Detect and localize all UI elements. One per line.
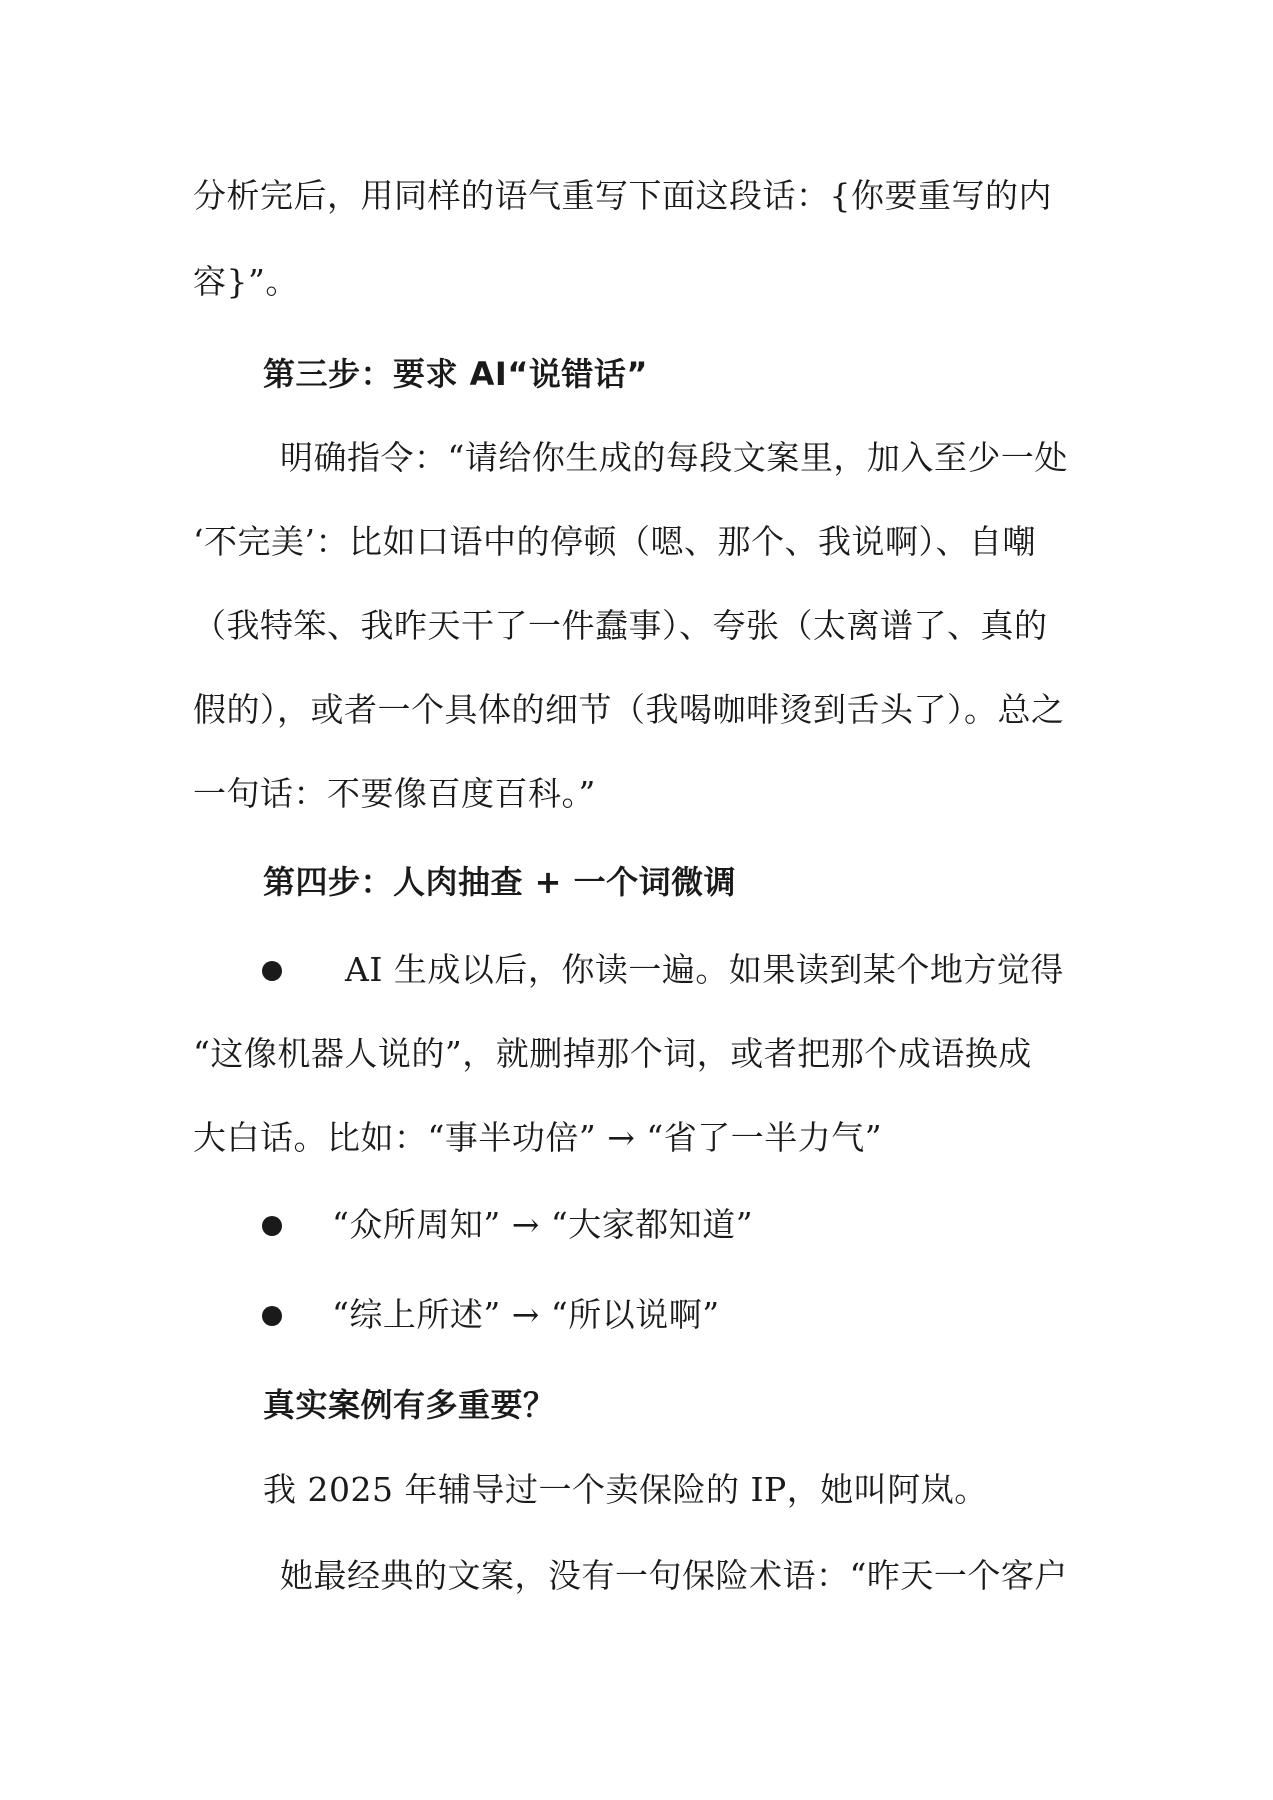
paragraph-line: 容}”。 xyxy=(193,262,299,301)
list-item-line: “这像机器人说的”，就删掉那个词，或者把那个成语换成 xyxy=(193,1034,1032,1073)
section-heading-step3: 第三步：要求 AI“说错话” xyxy=(263,355,648,393)
list-item-line: AI 生成以后，你读一遍。如果读到某个地方觉得 xyxy=(345,950,1064,989)
list-item-line: 大白话。比如：“事半功倍” → “省了一半力气” xyxy=(193,1118,883,1157)
bullet-icon xyxy=(262,961,282,981)
bullet-icon xyxy=(262,1216,282,1236)
list-item: “综上所述” → “所以说啊” xyxy=(332,1295,720,1334)
section-heading-cases: 真实案例有多重要？ xyxy=(263,1386,556,1424)
paragraph-line: 我 2025 年辅导过一个卖保险的 IP，她叫阿岚。 xyxy=(263,1470,988,1509)
section-heading-step4: 第四步：人肉抽查 + 一个词微调 xyxy=(263,863,737,901)
paragraph-line: ‘不完美’：比如口语中的停顿（嗯、那个、我说啊）、自嘲 xyxy=(193,522,1036,561)
paragraph-line: 一句话：不要像百度百科。” xyxy=(193,774,596,813)
list-item: “众所周知” → “大家都知道” xyxy=(332,1205,754,1244)
paragraph-line: 分析完后，用同样的语气重写下面这段话：{你要重写的内 xyxy=(193,176,1052,215)
paragraph-line: 明确指令：“请给你生成的每段文案里，加入至少一处 xyxy=(280,438,1068,477)
bullet-icon xyxy=(262,1306,282,1326)
paragraph-line: 假的），或者一个具体的细节（我喝咖啡烫到舌头了）。总之 xyxy=(193,690,1065,729)
paragraph-line: 她最经典的文案，没有一句保险术语：“昨天一个客户 xyxy=(280,1556,1068,1595)
paragraph-line: （我特笨、我昨天干了一件蠢事）、夸张（太离谱了、真的 xyxy=(193,606,1048,645)
